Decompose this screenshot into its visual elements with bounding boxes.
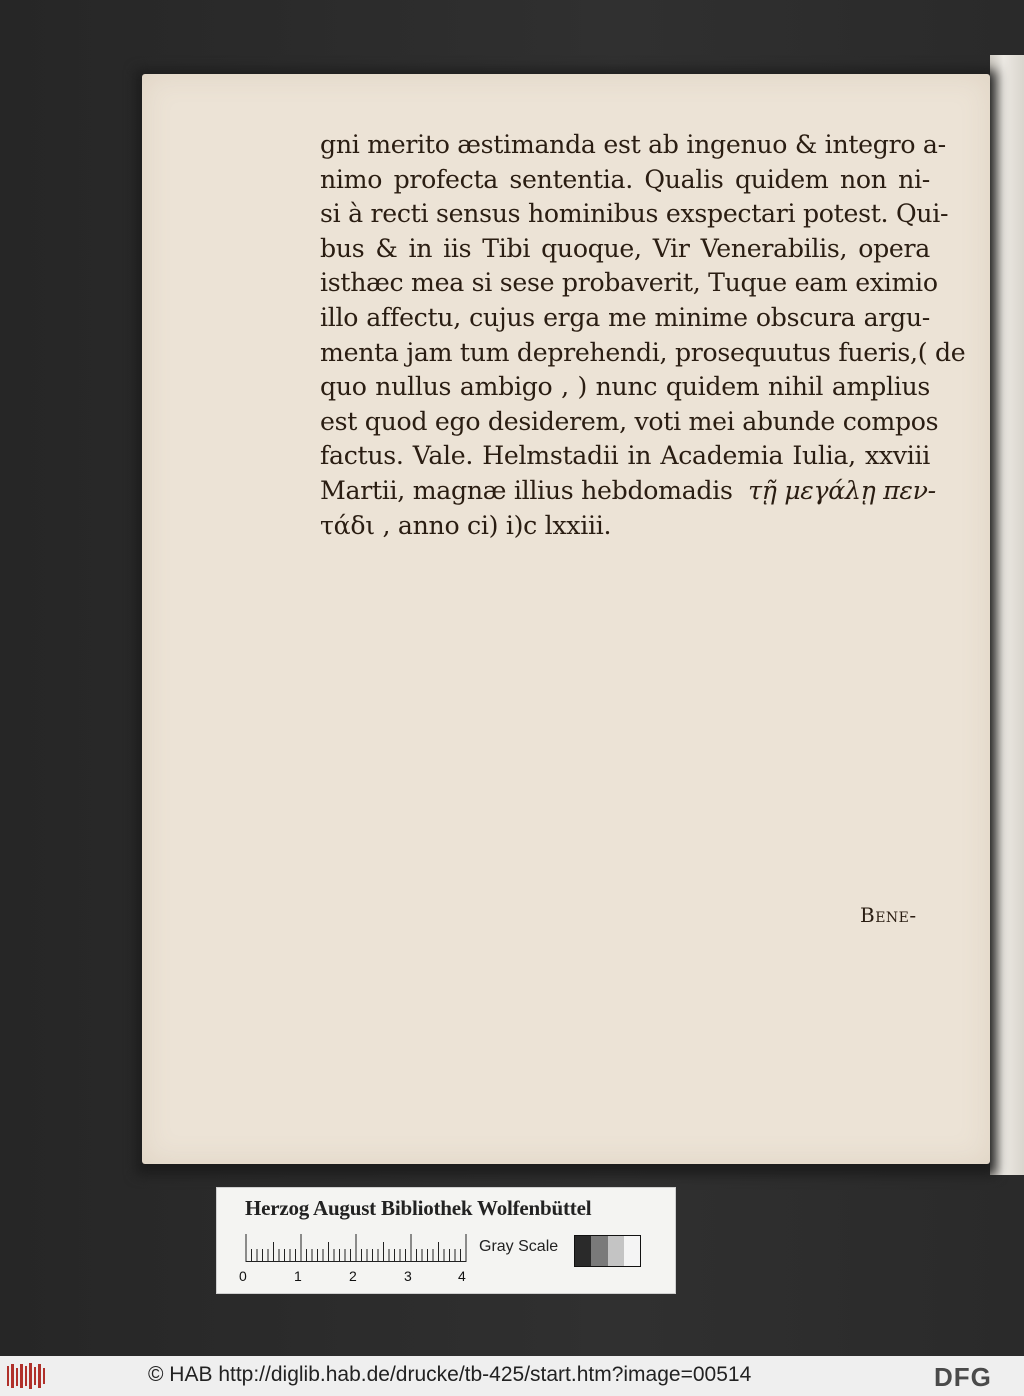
footer-bar — [0, 1356, 1024, 1396]
ruler-number: 1 — [294, 1268, 302, 1284]
color-reference-card — [216, 1187, 676, 1294]
ruler-scale — [245, 1234, 467, 1262]
ruler-number: 4 — [458, 1268, 466, 1284]
text-line: quo nullus ambigo , ) nunc quidem nihil amplius — [320, 372, 930, 402]
grayscale-swatch — [624, 1236, 640, 1266]
text-line: nimo profecta sententia. Qualis quidem non ni- — [320, 164, 930, 194]
text-line: menta jam tum deprehendi, prosequutus fueris,( de — [320, 337, 966, 367]
ruler-number: 0 — [239, 1268, 247, 1284]
grayscale-swatch — [575, 1236, 591, 1266]
ruler-number: 3 — [404, 1268, 412, 1284]
text-line: factus. Vale. Helmstadii in Academia Iulia, xxviii — [320, 441, 930, 471]
text-line-with-greek — [320, 474, 936, 509]
ruler-number: 2 — [349, 1268, 357, 1284]
text-line-latin: Martii, magnæ illius hebdomadis — [320, 475, 733, 505]
text-line: gni merito æstimanda est ab ingenuo & integro a- — [320, 130, 946, 159]
footer-credit-link[interactable]: © HAB http://diglib.hab.de/drucke/tb-425/start.htm?image=00514 — [148, 1363, 752, 1386]
text-line: est quod ego desiderem, voti mei abunde compos — [320, 406, 939, 436]
catchword: Bene- — [860, 903, 917, 927]
page-text — [320, 128, 966, 543]
text-line: bus & in iis Tibi quoque, Vir Venerabilis, opera — [320, 233, 930, 263]
library-name: Herzog August Bibliothek Wolfenbüttel — [245, 1196, 592, 1220]
text-line: isthæc mea si sese probaverit, Tuque eam eximio — [320, 268, 938, 298]
hab-barcode-logo-icon — [6, 1362, 46, 1390]
greek-phrase: τῇ μεγάλῃ πεν- — [748, 475, 936, 505]
grayscale-swatch — [608, 1236, 624, 1266]
text-line: si à recti sensus hominibus exspectari potest. Qui- — [320, 199, 949, 229]
grayscale-strip — [574, 1235, 641, 1267]
text-line: illo affectu, cujus erga me minime obscura argu- — [320, 302, 930, 332]
grayscale-swatch — [591, 1236, 607, 1266]
dfg-logo: DFG — [934, 1362, 992, 1392]
text-line: τάδι , anno ci) i)c lxxiii. — [320, 510, 612, 540]
grayscale-label: Gray Scale — [479, 1238, 559, 1255]
